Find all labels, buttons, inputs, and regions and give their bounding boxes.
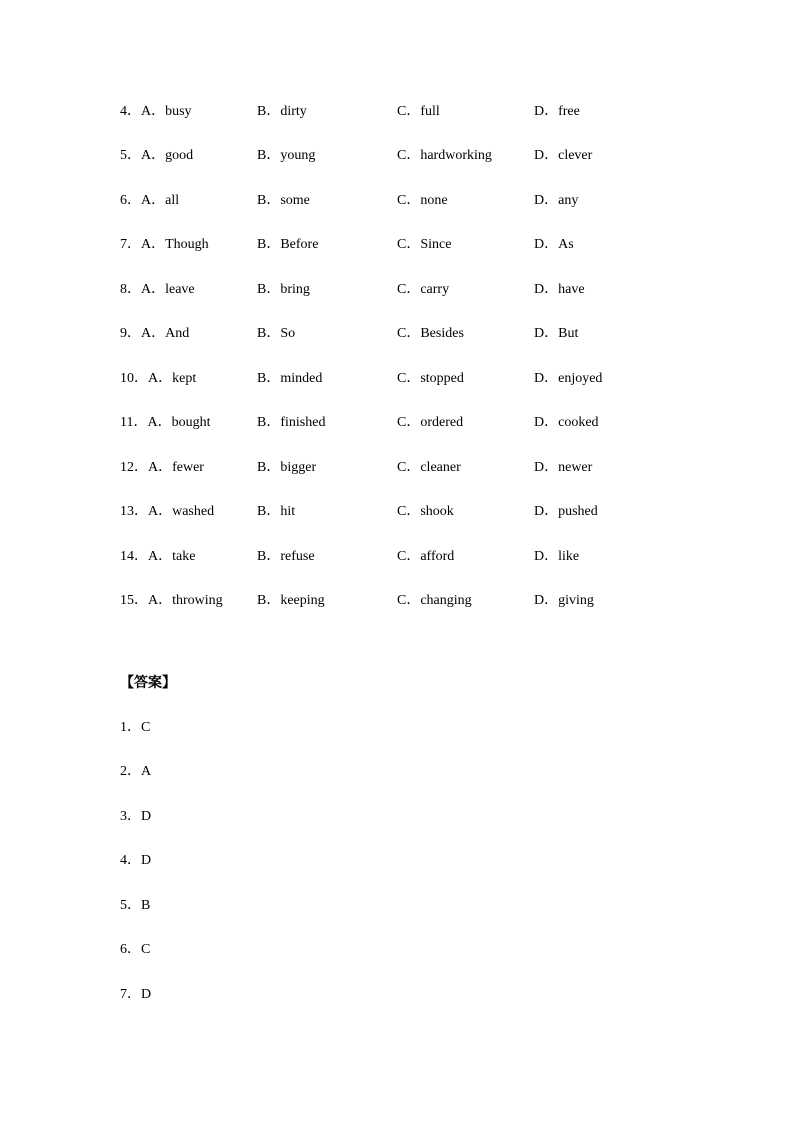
option-b: B．some [257,193,310,208]
option-b: B．young [257,148,316,163]
question-row-4 [120,102,720,122]
option-c: C．ordered [397,415,464,430]
question-row-7 [120,235,720,255]
option-c: C．none [397,193,448,208]
option-b: B．hit [257,504,296,519]
answer-heading: 【答案】 [120,675,176,691]
option-d: D．clever [534,148,593,163]
option-a: 13．A．washed [120,504,215,519]
option-d: D．pushed [534,504,598,519]
option-d: D．have [534,282,585,297]
question-row-13 [120,502,720,522]
option-d: D．enjoyed [534,371,603,386]
option-c: C．full [397,104,440,119]
option-a: 6．A．all [120,193,180,208]
question-row-15 [120,591,720,611]
option-a: 15．A．throwing [120,593,223,608]
option-b: B．bring [257,282,310,297]
option-a: 11．A．bought [120,415,211,430]
question-row-12 [120,458,720,478]
option-a: 4．A．busy [120,104,192,119]
option-c: C．changing [397,593,472,608]
question-row-9 [120,324,720,344]
option-d: D．But [534,326,579,341]
option-a: 7．A．Though [120,237,209,252]
option-d: D．giving [534,593,594,608]
answer-line: 4．D [120,853,152,868]
question-row-11 [120,413,720,433]
answer-line: 5．B [120,898,151,913]
option-c: C．Since [397,237,452,252]
option-a: 14．A．take [120,549,196,564]
option-a: 12．A．fewer [120,460,204,475]
option-b: B．minded [257,371,323,386]
question-row-14 [120,547,720,567]
option-a: 9．A．And [120,326,190,341]
option-c: C．hardworking [397,148,492,163]
option-a: 8．A．leave [120,282,195,297]
option-d: D．free [534,104,580,119]
option-d: D．like [534,549,580,564]
option-d: D．cooked [534,415,599,430]
option-d: D．any [534,193,579,208]
answer-line: 3．D [120,809,152,824]
option-d: D．As [534,237,574,252]
option-c: C．stopped [397,371,464,386]
option-c: C．cleaner [397,460,461,475]
option-b: B．Before [257,237,319,252]
answer-line: 6．C [120,942,151,957]
answer-line: 7．D [120,987,152,1002]
option-d: D．newer [534,460,593,475]
question-row-8 [120,280,720,300]
option-b: B．dirty [257,104,307,119]
option-b: B．So [257,326,296,341]
option-b: B．bigger [257,460,317,475]
answer-line: 1．C [120,720,151,735]
question-row-5 [120,146,720,166]
option-a: 10．A．kept [120,371,197,386]
option-c: C．shook [397,504,454,519]
answer-line: 2．A [120,764,152,779]
option-a: 5．A．good [120,148,194,163]
option-b: B．finished [257,415,326,430]
option-b: B．keeping [257,593,325,608]
question-row-10 [120,369,720,389]
question-row-6 [120,191,720,211]
option-c: C．afford [397,549,455,564]
option-c: C．carry [397,282,450,297]
option-c: C．Besides [397,326,464,341]
option-b: B．refuse [257,549,315,564]
